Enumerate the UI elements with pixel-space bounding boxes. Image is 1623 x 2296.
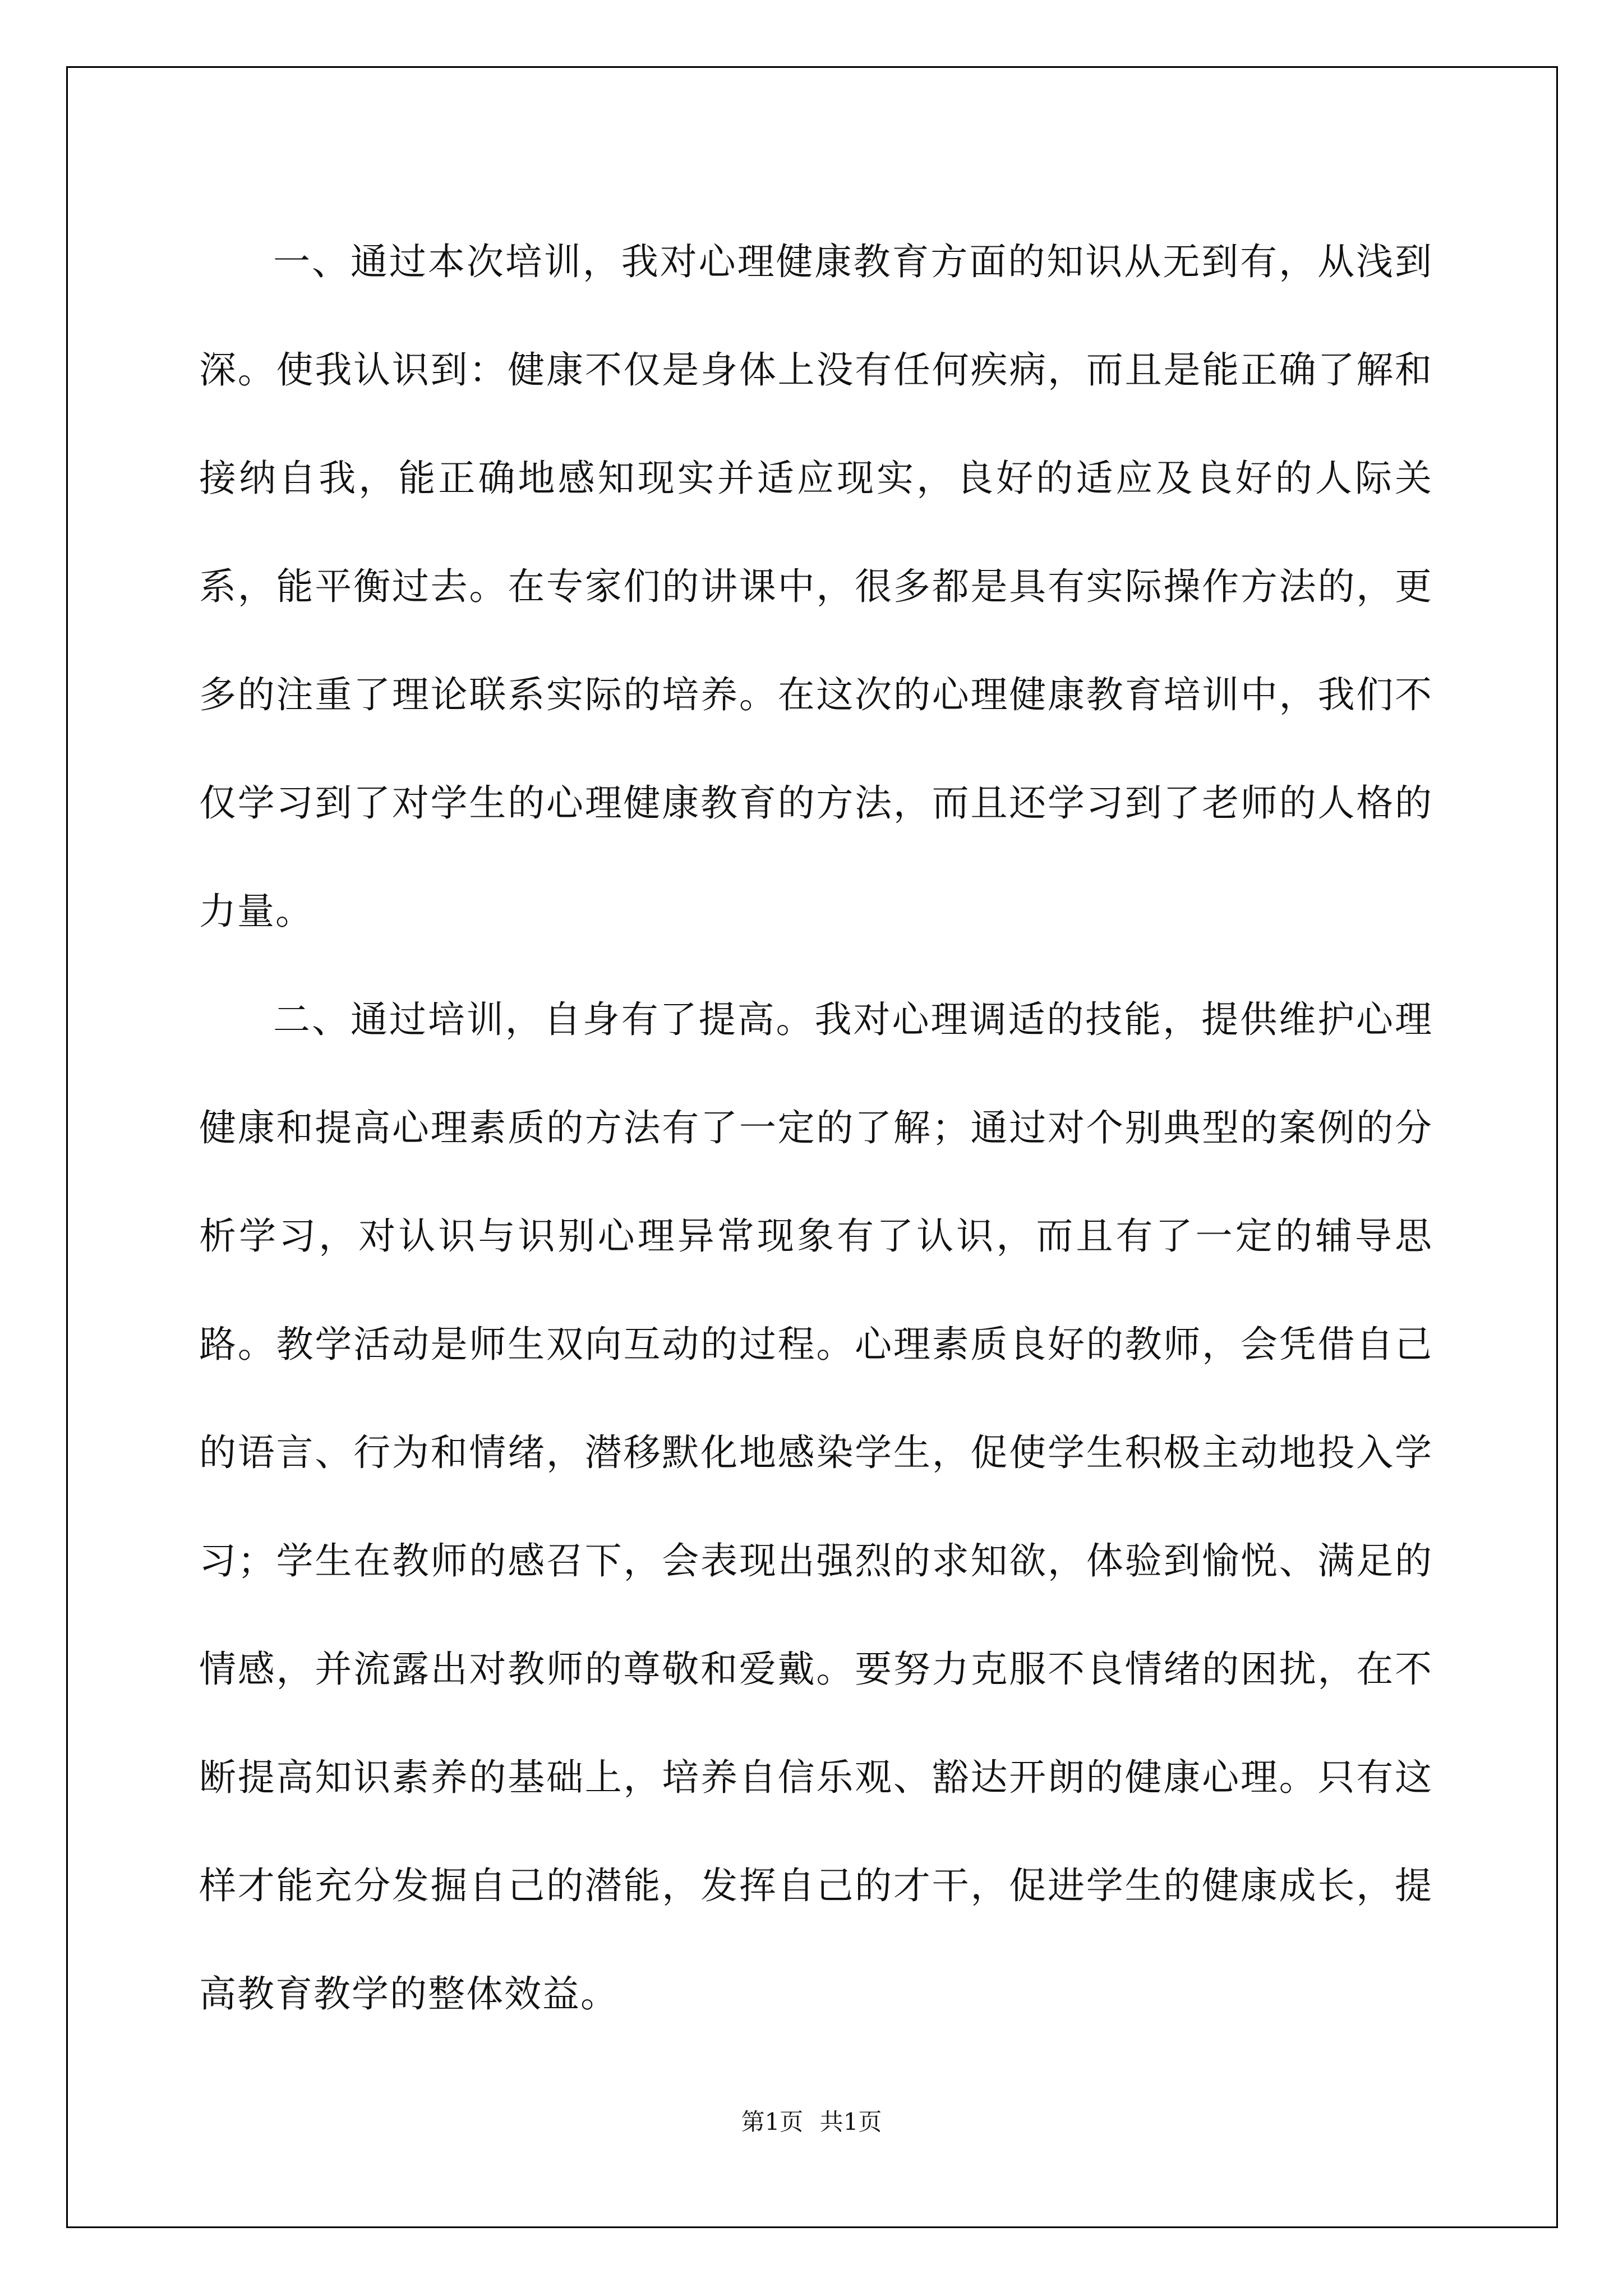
paragraph-2: 二、通过培训，自身有了提高。我对心理调适的技能，提供维护心理健康和提高心理素质的方法有了一定的了解；通过对个别典型的案例的分析学习，对认识与识别心理异常现象有了认识，而且有了一定的辅导思路。教学活动是师生双向互动的过程。心理素质良好的教师，会凭借自己的语言、行为和情绪，潜移默化地感染学生，促使学生积极主动地投入学习；学生在教师的感召下，会表现出强烈的求知欲，体验到愉悦、满足的情感，并流露出对教师的尊敬和爱戴。要努力克服不良情绪的困扰，在不断提高知识素养的基础上，培养自信乐观、豁达开朗的健康心理。只有这样才能充分发掘自己的潜能，发挥自己的才干，促进学生的健康成长，提高教育教学的整体效益。 (199, 998, 1433, 2016)
document-body (199, 208, 1433, 2048)
paragraph-1: 一、通过本次培训，我对心理健康教育方面的知识从无到有，从浅到深。使我认识到：健康不仅是身体上没有任何疾病，而且是能正确了解和接纳自我，能正确地感知现实并适应现实，良好的适应及良好的人际关系，能平衡过去。在专家们的讲课中，很多都是具有实际操作方法的，更多的注重了理论联系实际的培养。在这次的心理健康教育培训中，我们不仅学习到了对学生的心理健康教育的方法，而且还学习到了老师的人格的力量。 (199, 240, 1433, 933)
page-total: 共1页 (819, 2108, 882, 2136)
page-number: 第1页 (741, 2108, 804, 2136)
page-footer (0, 2104, 1623, 2137)
